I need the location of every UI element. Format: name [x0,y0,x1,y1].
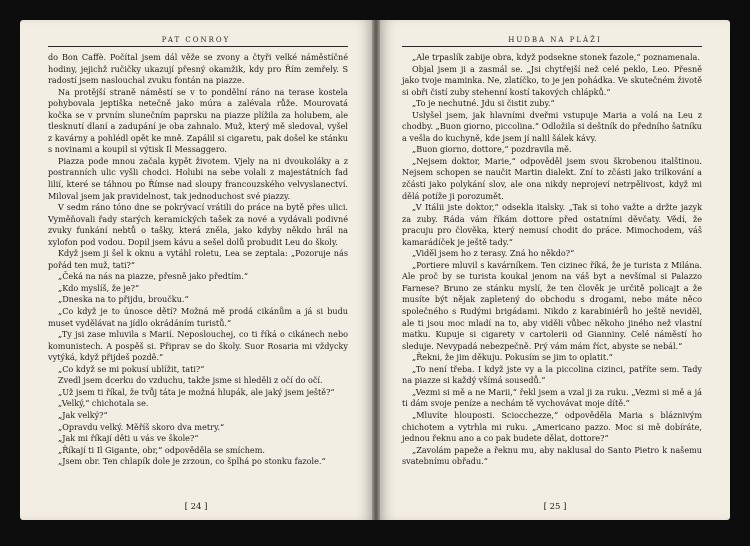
page-number: [ 25 ] [543,502,567,512]
paragraph: Piazza pode mnou začala kypět životem. Vjely na ni dvoukoláky a z postranních ulic vyšli chodci. Holubi na sebe volali z majestátních fad lilií, které se táhnou po Římse nad sloupy francouzského velvyslanectví. Miloval jsem jak pravidelnost, tak jednoduchost své piazzy. [48,155,348,201]
paragraph: Zvedl jsem dcerku do vzduchu, takže jsme si hleděli z očí do očí. [58,375,323,386]
paragraph: „Co když je to únosce dětí? Možná mě prodá cikánům a já si budu muset vydělávat na jídlo okrádáním turistů.“ [48,306,348,328]
paragraph: „Zavolám papeže a řeknu mu, aby naklusal do Santo Pietro k našemu svatebnímu obřadu.“ [402,444,702,467]
paragraph: „Ty jsi zase mluvila s Marií. Neposlouchej, co ti říká o cikánech nebo komunistech. A pospěš si. Připrav se do školy. Suor Rosaria mi vždycky vytýká, když přijdeš pozdě.“ [48,329,348,363]
header-rule [402,46,702,47]
paragraph: „Opravdu velký. Měříš skoro dva metry.“ [58,421,225,432]
paragraph: „Řekni, že jim děkuju. Pokusím se jim to oplatit.“ [412,352,613,363]
paragraph: Objal jsem ji a zasmál se. „Jsi chytřejší než celé peklo, Leo. Přesně jako tvoje maminka. Ne, zlatíčko, to je jen pohádka. Ve skutečném životě si obři čistí zuby stehenní kostí takových chlápků.“ [402,63,702,97]
left-page [20,20,372,520]
paragraph: „Co když se mi pokusí ublížit, tati?“ [58,363,205,374]
book-gutter [372,20,380,520]
running-header: PAT CONROY [161,36,231,44]
paragraph: „Vezmi si mě a ne Marii,“ řekl jsem a vzal ji za ruku. „Vezmi si mě a já ti dám svoje peníze a nechám tě vychovávat moje dítě.“ [402,386,702,409]
paragraph: „Čeká na nás na piazze, přesně jako předtím.“ [58,271,249,282]
paragraph: „Ale trpaslík zabije obra, když podsekne stonek fazole,“ poznamenala. [412,52,700,62]
paragraph: „Nejsem doktor, Marie,“ odpověděl jsem svou škrobenou italštinou. Nejsem schopen se naučit Martin dialekt. Zní to zčásti jako trilkování a zčásti jako polykání slov, ale ona nikdy neprojeví netrpělivost, když mi dělá potíže ji porozumět. [402,155,702,201]
paragraph: V sedm ráno tóno dne se pokrývací vrátili do práce na bytě přes ulici. Vyměňovali řady starých keramických tašek za nové a vydávali podivné zvuky funkání nebtů o tašky, která zněla, jako kdyby někdo hrál na xylofon pod vodou. Dopil jsem kávu a sešel dolů probudit Leu do školy. [48,202,348,247]
body-text [402,52,702,468]
paragraph: „To je nechutné. Jdu si čistit zuby.“ [412,98,555,109]
paragraph: „Mluvíte hlouposti. Sciocchezze,“ odpověděla Maria s bláznivým chichotem a vytrhla mi ruku. „Americano pazzo. Moc si mě dobíráte, jednou řeknu ano a co pak budete dělat, dottore?“ [402,409,702,444]
body-text [48,52,348,468]
paragraph: Uslyšel jsem, jak hlavními dveřmi vstupuje Maria a volá na Leu z chodby. „Buon giorno, piccolina.“ Odložila si deštník do předního šatníku a vešla do kuchyně, kde jsem jí nalil šálek kávy. [402,109,702,143]
paragraph: do Bon Caffè. Počítal jsem dál věže se zvony a čtyři velké náměstíčné hodiny, jejichž ručičky ukazují přesný okamžik, kdy pro Řím zemřely. S radostí jsem naslouchal zvuku fontán na piazze. [48,52,348,86]
paragraph: „Velký,“ chichotala se. [58,398,149,409]
paragraph: „Kdo myslíš, že je?“ [58,282,140,293]
paragraph: Na protější straně náměstí se v to pondělní ráno na terase kostela pohybovala jeptiška netečně jako múra a zalévala růže. Mourovatá kočka se v prvním slunečním paprsku na piazze plížila za holubem, ale tlesknutí dlaní a zadupání je oba zahnalo. Muž, který mě sledoval, vyšel z kavárny a pohlédl opět ke mně. Zapálil si cigaretu, pak došel ke stánku s novinami a koupil si výtisk Il Messaggero. [48,86,348,155]
page-number: [ 24 ] [184,502,208,512]
paragraph: „Říkají ti Il Gigante, obr,“ odpověděla se smíchem. [58,444,265,455]
paragraph: „To není třeba. I když jste vy a la piccolina cizinci, patříte sem. Tady na piazze si každý všímá sousedů.“ [402,363,702,386]
paragraph: Když jsem ji šel k oknu a vytáhl roletu, Lea se zeptala: „Pozoruje nás pořád ten muž, tati?“ [48,248,348,270]
right-page [380,20,730,520]
paragraph: „Jak mi říkají děti u vás ve škole?“ [58,433,199,444]
paragraph: „Jsem obr. Ten chlapík dole je zrzoun, co šplhá po stonku fazole.“ [58,456,326,467]
paragraph: „Už jsem ti říkal, že tvůj táta je možná hlupák, ale jaký jsem ještě?“ [58,386,335,397]
running-header: HUDBA NA PLÁŽI [508,36,602,44]
paragraph: „Portiere mluvil s kavárníkem. Ten cizinec říká, že je turista z Milána. Ale proč by se turista koukal jenom na váš byt a nevšímal si Palazzo Farnese? Bruno ze stánku myslí, že ten člověk je určitě policajt a že musíte být nějak zapletený do obchodu s drogami, nebo máte něco společného s Rudými brigádami. Nikdo z karabiniérů ho ještě neviděl, ale ti jsou moc mladí na to, aby viděli vůbec někoho jiného než vlastní matku. Kupuje si cigarety v cartolerii od Gianniny. Celé náměstí ho sleduje. Nevypadá nebezpečně. Prý vám mám říct, abyste se nebál.“ [402,259,702,351]
paragraph: „Jak velký?“ [58,409,108,420]
paragraph: „V Itálii jste doktor,“ odsekla italsky. „Tak si toho važte a držte jazyk za zuby. Ráda vám říkám dottore před ostatními děvčaty. Vědí, že pracuju pro člověka, který nemusí chodit do práce. Mimochodem, váš kamarádíček je ještě tady.“ [402,202,702,247]
paragraph: „Dneska na to přijdu, broučku.“ [58,294,189,305]
paragraph: „Viděl jsem ho z terasy. Zná ho někdo?“ [412,248,575,259]
paragraph: „Buon giorno, dottore,“ pozdravila mě. [412,144,572,155]
header-rule [48,46,348,47]
